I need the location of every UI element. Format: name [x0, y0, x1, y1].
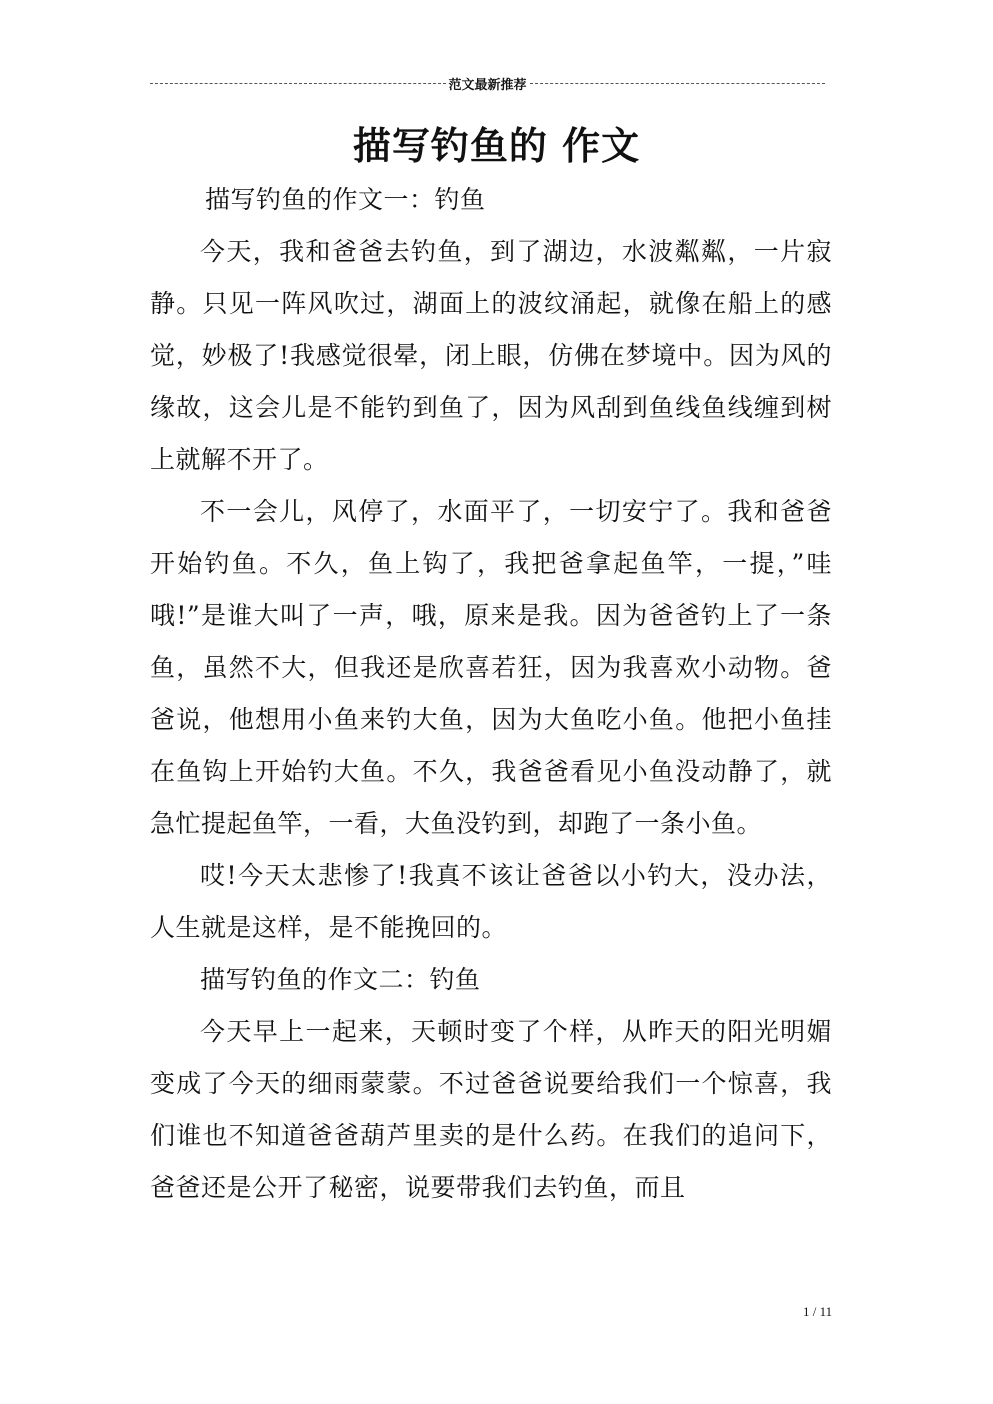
paragraph: 哎!今天太悲惨了!我真不该让爸爸以小钓大，没办法，人生就是这样，是不能挽回的。 [150, 861, 832, 942]
document-title: 描写钓鱼的 作文 [352, 123, 641, 168]
section-heading-2: 描写钓鱼的作文二：钓鱼 [200, 965, 481, 994]
header-dashed-rule-right [530, 83, 826, 84]
paragraph: 不一会儿，风停了，水面平了，一切安宁了。我和爸爸开始钓鱼。不久，鱼上钩了，我把爸拿起鱼竿，一提，”哇哦!”是谁大叫了一声，哦，原来是我。因为爸爸钓上了一条鱼，虽然不大，但我还是欣喜若狂，因为我喜欢小动物。爸爸说，他想用小鱼来钓大鱼，因为大鱼吃小鱼。他把小鱼挂在鱼钩上开始钓大鱼。不久，我爸爸看见小鱼没动静了，就急忙提起鱼竿，一看，大鱼没钓到，却跑了一条小鱼。 [150, 497, 832, 838]
header-label: 范文最新推荐 [448, 77, 527, 93]
paragraph: 今天，我和爸爸去钓鱼，到了湖边，水波粼粼，一片寂静。只见一阵风吹过，湖面上的波纹涌起，就像在船上的感觉，妙极了!我感觉很晕，闭上眼，仿佛在梦境中。因为风的缘故，这会儿是不能钓到鱼了，因为风刮到鱼线鱼线缠到树上就解不开了。 [150, 237, 832, 474]
paragraph: 今天早上一起来，天顿时变了个样，从昨天的阳光明媚变成了今天的细雨蒙蒙。不过爸爸说要给我们一个惊喜，我们谁也不知道爸爸葫芦里卖的是什么药。在我们的追问下，爸爸还是公开了秘密，说要带我们去钓鱼，而且 [150, 1017, 832, 1202]
header-dashed-rule-left [150, 83, 446, 84]
section-heading-1: 描写钓鱼的作文一：钓鱼 [205, 185, 486, 214]
document-body [150, 174, 832, 1214]
page-number: 1 / 11 [803, 1304, 833, 1319]
page-header [150, 72, 825, 94]
